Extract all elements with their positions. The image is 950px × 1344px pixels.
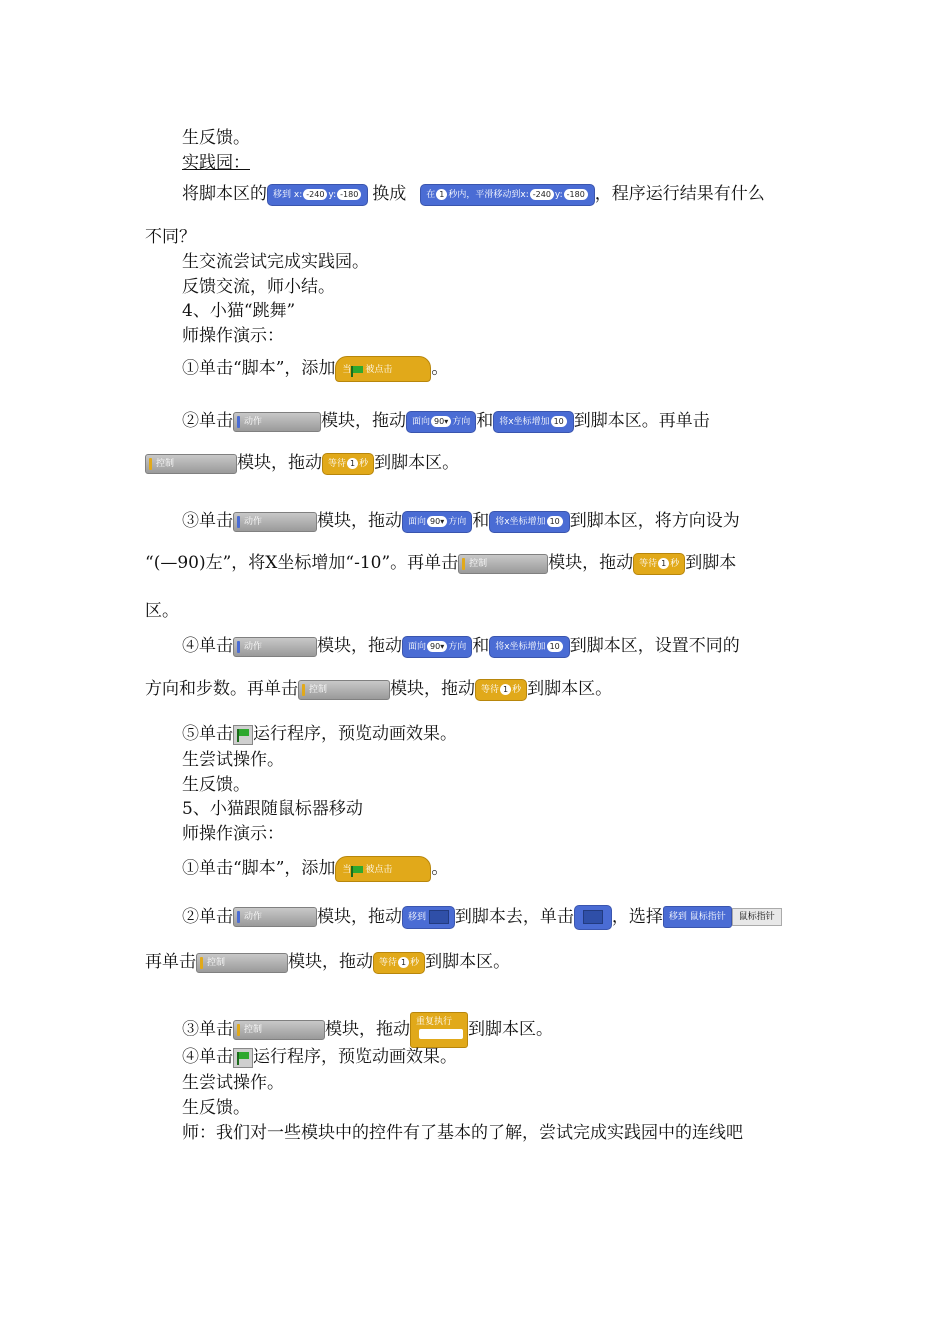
block-label: 移到 <box>668 912 687 923</box>
text-span: ①单击“脚本”，添加 <box>182 858 336 879</box>
block-label: 秒 <box>410 957 420 968</box>
text-span: 和 <box>476 411 494 431</box>
block-label: 方向 <box>448 516 467 527</box>
text-span: 。 <box>431 858 449 879</box>
control-category-button <box>145 454 237 474</box>
block-label: 当 <box>342 365 352 375</box>
block-value: -240 <box>530 189 554 200</box>
block-value: 90▾ <box>427 641 447 652</box>
glide-block <box>420 184 595 206</box>
dropdown-icon <box>429 910 449 924</box>
motion-category-button <box>233 412 321 432</box>
block-label: 在 <box>426 189 436 200</box>
flag-shape <box>239 729 249 736</box>
wait-block <box>475 679 527 701</box>
text-span: ⑤单击 <box>182 724 233 744</box>
control-category-button <box>298 680 390 700</box>
text-line: 生反馈。 <box>182 775 250 795</box>
mouse-pointer-option: 鼠标指针 <box>732 908 782 926</box>
text-span: 到脚本区。 <box>527 679 613 699</box>
block-label: 方向 <box>452 416 471 427</box>
block-label: 当 <box>342 865 352 875</box>
text-line: 师操作演示： <box>182 326 284 346</box>
wait-block <box>633 553 685 575</box>
block-value: -180 <box>564 189 588 200</box>
text-line: 生尝试操作。 <box>182 750 284 770</box>
block-label: 鼠标指针 <box>689 912 726 923</box>
text-line <box>145 951 510 974</box>
text-span: 。 <box>431 358 449 379</box>
point-direction-block <box>406 411 476 433</box>
block-label: 重复执行 <box>416 1017 453 1027</box>
text-span: 和 <box>472 636 490 656</box>
text-span: ③单击 <box>182 1019 233 1040</box>
when-flag-clicked-block <box>335 856 431 882</box>
text-span: “(—90)左”，将X坐标增加“-10”。再单击 <box>145 553 459 573</box>
text-span: 到脚本区，设置不同的 <box>569 636 740 656</box>
text-span: 方向和步数。再单击 <box>145 679 298 699</box>
text-line <box>145 552 736 575</box>
block-value: -180 <box>337 189 361 200</box>
control-category-button <box>233 1020 325 1040</box>
text-span: 到脚本区，将方向设为 <box>569 511 740 531</box>
text-span: 和 <box>472 511 490 531</box>
text-line: 不同？ <box>145 227 196 247</box>
block-label: 等待 <box>328 458 347 469</box>
motion-category-button <box>233 637 317 657</box>
block-value: 1 <box>436 189 447 200</box>
when-flag-clicked-block <box>335 356 431 382</box>
text-line: 生尝试操作。 <box>182 1073 284 1093</box>
text-span: 模块，拖动 <box>317 636 402 656</box>
text-span: 模块，拖动 <box>325 1019 410 1040</box>
forever-block <box>410 1012 468 1048</box>
green-flag-icon <box>353 366 363 373</box>
text-span: 到脚本区。 <box>425 952 511 972</box>
text-span: 到脚本区。 <box>374 453 460 473</box>
block-label: 等待 <box>639 558 658 569</box>
block-label: 控制 <box>156 458 175 469</box>
green-flag-icon <box>233 1048 253 1068</box>
text-line: 生反馈。 <box>182 128 250 148</box>
block-label: 动作 <box>244 416 263 427</box>
text-span: ②单击 <box>182 906 233 927</box>
dropdown-icon <box>583 910 603 924</box>
text-line <box>145 452 459 475</box>
text-line <box>182 410 710 433</box>
block-value: 90▾ <box>427 516 447 527</box>
dropdown-button <box>574 905 612 930</box>
text-span: ②单击 <box>182 411 233 431</box>
text-span: ①单击“脚本”，添加 <box>182 358 336 379</box>
text-span: ，程序运行结果有什么 <box>594 184 765 204</box>
block-label: 将x坐标增加 <box>499 416 550 427</box>
block-label: 控制 <box>244 1025 263 1035</box>
point-direction-block <box>402 636 472 658</box>
block-label: 控制 <box>207 957 226 968</box>
block-label: 等待 <box>481 684 500 695</box>
block-label: 控制 <box>469 558 488 569</box>
text-span: ④单击 <box>182 636 233 656</box>
text-span: ④单击 <box>182 1047 233 1067</box>
text-span: 模块，拖动 <box>317 906 402 927</box>
green-flag-icon <box>353 866 363 873</box>
goto-mouse-block <box>663 906 732 928</box>
block-value: 10 <box>551 416 567 427</box>
block-label: 秒 <box>512 684 522 695</box>
block-label: 秒 <box>359 458 369 469</box>
text-line: 生交流尝试完成实践园。 <box>182 252 369 272</box>
wait-block <box>322 453 374 475</box>
block-label: 秒内，平滑移动到 <box>448 189 521 200</box>
control-category-button <box>196 953 288 973</box>
text-line <box>182 723 457 745</box>
block-label: 动作 <box>244 516 263 527</box>
block-label: 面向 <box>408 516 427 527</box>
text-line <box>182 183 765 206</box>
block-value: 1 <box>347 458 358 469</box>
text-span: 到脚本区。再单击 <box>573 411 710 431</box>
text-span: 再单击 <box>145 952 196 972</box>
block-value: 10 <box>547 641 563 652</box>
text-line: 区。 <box>145 601 179 621</box>
block-label: 被点击 <box>365 365 393 375</box>
text-span: 运行程序，预览动画效果。 <box>253 1047 457 1067</box>
green-flag-icon <box>233 725 253 745</box>
text-span: 模块，拖动 <box>321 411 406 431</box>
block-label: x: <box>293 189 303 200</box>
block-value: 1 <box>500 684 511 695</box>
text-line: 师：我们对一些模块中的控件有了基本的了解，尝试完成实践园中的连线吧 <box>182 1123 743 1143</box>
goto-xy-block <box>267 184 368 206</box>
text-span: 模块，拖动 <box>317 511 402 531</box>
block-label: 秒 <box>670 558 680 569</box>
text-span: 换成 <box>372 184 407 204</box>
text-span: 模块，拖动 <box>390 679 475 699</box>
section-heading-practice: 实践园： <box>182 153 250 173</box>
text-span: 将脚本区的 <box>182 184 267 204</box>
text-line <box>145 678 612 701</box>
section-heading-dance: 4、小猫“跳舞” <box>182 301 296 321</box>
motion-category-button <box>233 907 317 927</box>
block-label: 方向 <box>448 641 467 652</box>
change-x-block <box>493 411 574 433</box>
block-label: y: <box>554 189 563 200</box>
text-span: ③单击 <box>182 511 233 531</box>
text-line <box>182 1012 553 1048</box>
text-line <box>182 510 740 533</box>
block-label: 控制 <box>309 684 328 695</box>
text-span: 运行程序，预览动画效果。 <box>253 724 457 744</box>
block-label: y: <box>328 189 337 200</box>
block-value: 10 <box>547 516 563 527</box>
block-label: 移到 <box>408 912 427 923</box>
block-value: -240 <box>303 189 327 200</box>
text-line: 生反馈。 <box>182 1098 250 1118</box>
text-span: 模块，拖动 <box>237 453 322 473</box>
block-label: 面向 <box>412 416 431 427</box>
block-value: 1 <box>398 957 409 968</box>
text-line <box>182 356 448 382</box>
change-x-block <box>489 511 570 533</box>
control-category-button <box>458 554 548 574</box>
section-heading-follow-mouse: 5、小猫跟随鼠标器移动 <box>182 799 363 819</box>
block-value: 1 <box>658 558 669 569</box>
block-label: 被点击 <box>365 865 393 875</box>
block-label: 动作 <box>244 641 263 652</box>
text-line <box>182 1046 457 1068</box>
text-line <box>182 856 448 882</box>
motion-category-button <box>233 512 317 532</box>
block-value: 90▾ <box>431 416 451 427</box>
block-label: 等待 <box>379 957 398 968</box>
flag-shape <box>239 1052 249 1059</box>
block-label: 面向 <box>408 641 427 652</box>
text-span: 模块，拖动 <box>288 952 373 972</box>
text-span: 到脚本 <box>685 553 737 573</box>
text-line: 师操作演示： <box>182 824 284 844</box>
block-label: 将x坐标增加 <box>495 516 546 527</box>
change-x-block <box>489 636 570 658</box>
block-label: 动作 <box>244 912 263 923</box>
text-line: 反馈交流，师小结。 <box>182 277 335 297</box>
text-span: 到脚本去，单击 <box>454 906 574 927</box>
text-span: 模块，拖动 <box>548 553 634 573</box>
text-span: 到脚本区。 <box>468 1019 553 1040</box>
block-label: 将x坐标增加 <box>495 641 546 652</box>
text-line <box>182 635 740 658</box>
block-label: 移到 <box>273 189 292 200</box>
point-direction-block <box>402 511 472 533</box>
text-line <box>182 905 782 930</box>
goto-block <box>402 906 455 929</box>
text-span: ，选择 <box>611 906 663 927</box>
block-label: x: <box>520 189 529 200</box>
wait-block <box>373 952 425 974</box>
